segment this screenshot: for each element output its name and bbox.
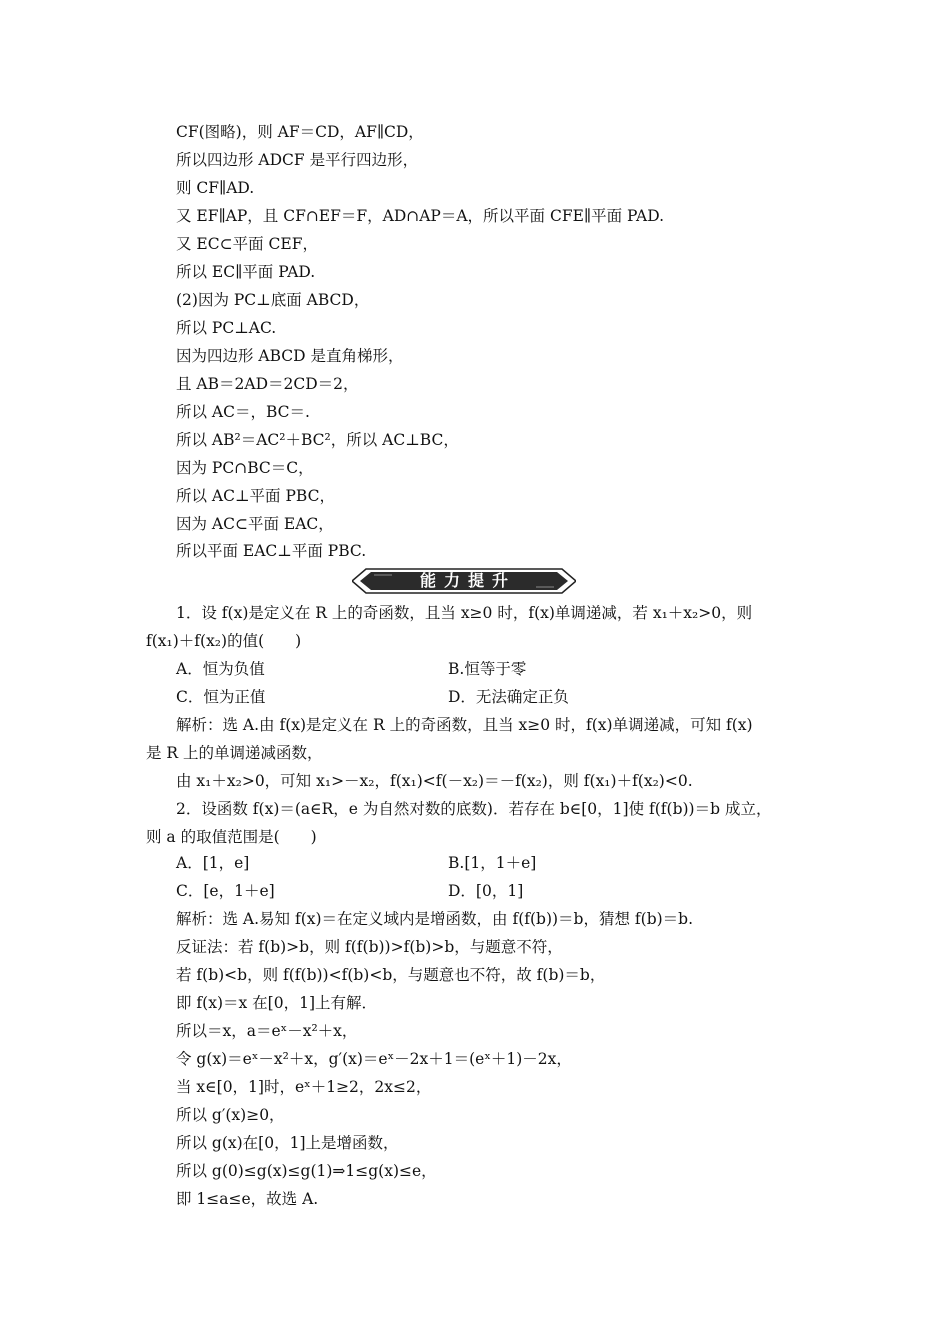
solution-line: 所以 g(0)≤g(x)≤g(1)⇒1≤g(x)≤e， bbox=[176, 1162, 437, 1180]
text-line: 所以 AC＝，BC＝. bbox=[176, 403, 310, 421]
solution-line: 反证法：若 f(b)>b，则 f(f(b))>f(b)>b，与题意不符， bbox=[176, 938, 563, 956]
text-line: 因为 PC∩BC＝C， bbox=[176, 459, 314, 477]
solution-line: 令 g(x)＝eˣ－x²＋x，g′(x)＝eˣ－2x＋1＝(eˣ＋1)－2x， bbox=[176, 1050, 572, 1068]
option-d: D．无法确定正负 bbox=[448, 688, 569, 706]
solution-line: 所以＝x，a＝eˣ－x²＋x， bbox=[176, 1022, 358, 1040]
solution-line: 所以 g(x)在[0，1]上是增函数， bbox=[176, 1134, 399, 1152]
solution-line: 是 R 上的单调递减函数， bbox=[146, 744, 323, 762]
option-c: C．[e，1＋e] bbox=[176, 882, 275, 900]
text-line: 所以 PC⊥AC. bbox=[176, 319, 277, 337]
option-a: A．恒为负值 bbox=[176, 660, 265, 678]
solution-line: 当 x∈[0，1]时，eˣ＋1≥2，2x≤2， bbox=[176, 1078, 432, 1096]
solution-line: 若 f(b)<b，则 f(f(b))<f(b)<b，与题意也不符，故 f(b)＝b， bbox=[176, 966, 606, 984]
solution-line: 即 f(x)＝x 在[0，1]上有解． bbox=[176, 994, 377, 1012]
text-line: 所以平面 EAC⊥平面 PBC. bbox=[176, 542, 367, 560]
text-line: (2)因为 PC⊥底面 ABCD， bbox=[176, 291, 370, 309]
question-2-stem-cont: 则 a 的取值范围是( ) bbox=[146, 828, 317, 846]
solution-line: 由 x₁＋x₂>0，可知 x₁>－x₂，f(x₁)<f(－x₂)＝－f(x₂)，则 f(x₁)＋f(x₂)<0. bbox=[176, 772, 693, 790]
section-banner-title: 能力提升 bbox=[419, 571, 516, 590]
solution-line: 解析：选 A.易知 f(x)＝在定义域内是增函数，由 f(f(b))＝b，猜想 f(b)＝b. bbox=[176, 910, 694, 928]
solution-line: 解析：选 A.由 f(x)是定义在 R 上的奇函数，且当 x≥0 时，f(x)单调递减，可知 f(x) bbox=[176, 716, 753, 734]
text-line: 因为四边形 ABCD 是直角梯形， bbox=[176, 347, 404, 365]
text-line: 所以 AB²＝AC²＋BC²，所以 AC⊥BC， bbox=[176, 431, 459, 449]
option-a: A．[1，e] bbox=[176, 854, 250, 872]
option-b: B.[1，1＋e] bbox=[448, 854, 537, 872]
text-line: CF(图略)，则 AF＝CD，AF∥CD， bbox=[176, 123, 424, 141]
option-d: D．[0，1] bbox=[448, 882, 524, 900]
solution-line: 即 1≤a≤e，故选 A. bbox=[176, 1190, 319, 1208]
text-line: 且 AB＝2AD＝2CD＝2， bbox=[176, 375, 359, 393]
option-c: C．恒为正值 bbox=[176, 688, 266, 706]
question-2-stem: 2．设函数 f(x)＝(a∈R，e 为自然对数的底数)．若存在 b∈[0，1]使 f(f(b))＝b 成立， bbox=[176, 800, 772, 818]
text-line: 所以 EC∥平面 PAD. bbox=[176, 263, 316, 281]
text-line: 又 EF∥AP，且 CF∩EF＝F，AD∩AP＝A，所以平面 CFE∥平面 PAD. bbox=[176, 207, 665, 225]
text-line: 所以 AC⊥平面 PBC， bbox=[176, 487, 335, 505]
section-banner bbox=[352, 568, 576, 594]
option-b: B.恒等于零 bbox=[448, 660, 527, 678]
question-1-stem: 1．设 f(x)是定义在 R 上的奇函数，且当 x≥0 时，f(x)单调递减，若 x₁＋x₂>0，则 bbox=[176, 604, 753, 622]
text-line: 所以四边形 ADCF 是平行四边形， bbox=[176, 151, 419, 169]
question-1-stem-cont: f(x₁)＋f(x₂)的值( ) bbox=[146, 632, 302, 650]
text-line: 因为 AC⊂平面 EAC， bbox=[176, 515, 334, 533]
text-line: 则 CF∥AD. bbox=[176, 179, 255, 197]
solution-line: 所以 g′(x)≥0， bbox=[176, 1106, 285, 1124]
text-line: 又 EC⊂平面 CEF， bbox=[176, 235, 318, 253]
